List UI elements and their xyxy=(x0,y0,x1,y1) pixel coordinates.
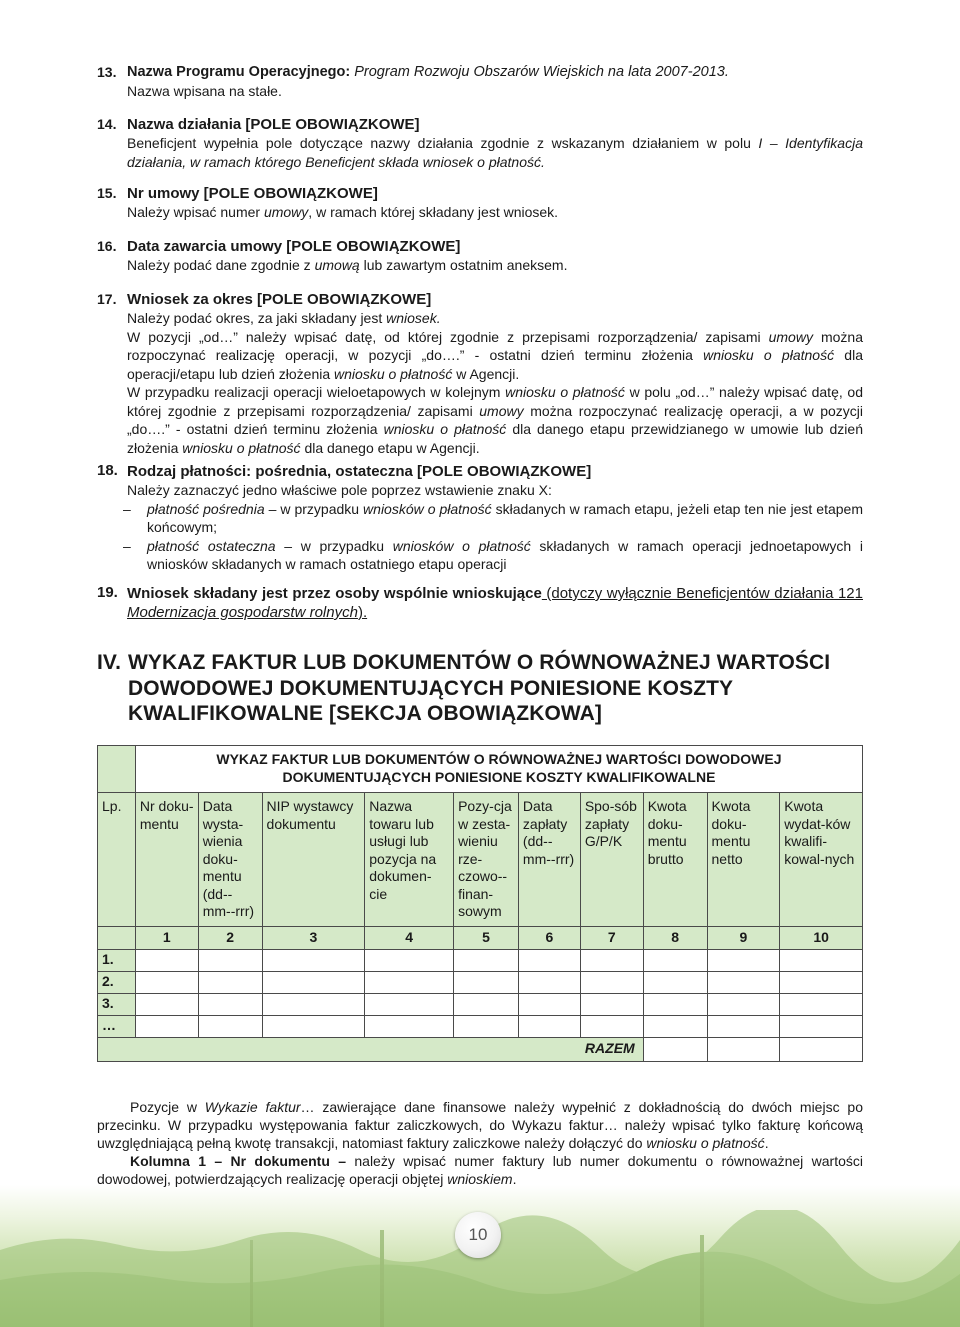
body-text: dla danego etapu w Agencji. xyxy=(300,439,480,456)
table-row xyxy=(98,971,863,993)
item-15 xyxy=(97,184,863,222)
item-number: 18. xyxy=(97,462,118,479)
item-body xyxy=(127,203,863,222)
body-italic: wniosku o płatność xyxy=(182,439,301,456)
dash-bullet: – xyxy=(123,500,131,517)
body-italic: wniosku o płatność xyxy=(505,384,625,400)
table-cell[interactable] xyxy=(643,993,707,1015)
body-text: lub zawartym ostatnim aneksem. xyxy=(359,257,568,273)
table-cell[interactable] xyxy=(198,971,262,993)
section-number: IV. xyxy=(97,651,122,674)
body-text: – w przypadku xyxy=(275,537,393,554)
column-header: Pozy-cja w zesta-wieniu rze-czowo--finan-sowym xyxy=(454,793,519,927)
table-cell[interactable] xyxy=(580,1015,643,1037)
body-text: dla operacji/etapu lub dzień złożenia xyxy=(127,347,863,382)
body-italic: płatność pośrednia xyxy=(147,500,265,517)
column-number: 6 xyxy=(518,926,580,949)
total-cell[interactable] xyxy=(780,1037,863,1061)
table-cell[interactable] xyxy=(198,993,262,1015)
item-number: 13. xyxy=(97,64,117,80)
column-header: Kwota doku-mentu brutto xyxy=(643,793,707,927)
table-row xyxy=(98,1015,863,1037)
column-number: 3 xyxy=(262,926,365,949)
section-title: WYKAZ FAKTUR LUB DOKUMENTÓW O RÓWNOWAŻNEJ WARTOŚCI DOWODOWEJ DOKUMENTUJĄCYCH PONIESIONE KOSZTY KWALIFIKOWALNE [SEKCJA OBOWIĄZKOWA] xyxy=(128,651,831,725)
table-cell[interactable] xyxy=(365,971,454,993)
body-italic: umową xyxy=(314,257,360,273)
item-19 xyxy=(97,584,863,622)
row-number: 2. xyxy=(98,971,136,993)
paragraph xyxy=(97,1098,863,1152)
body-text: składanych w ramach etapu, jeżeli etap ten nie jest etapem końcowym; xyxy=(147,500,863,535)
body-text: , w ramach której składany jest wniosek. xyxy=(308,204,559,220)
list-item xyxy=(123,500,863,537)
table-cell[interactable] xyxy=(518,949,580,971)
body-italic: umowy xyxy=(479,402,524,419)
table-cell[interactable] xyxy=(580,993,643,1015)
body-text: można rozpoczynać realizację operacji, w pozycji „do….” - ostatni dzień terminu złożenia xyxy=(127,328,863,363)
table-cell[interactable] xyxy=(580,971,643,993)
item-13 xyxy=(97,63,863,101)
table-cell[interactable] xyxy=(454,971,519,993)
table-cell[interactable] xyxy=(707,1015,780,1037)
table-cell[interactable] xyxy=(454,1015,519,1037)
table-title-line: DOKUMENTUJĄCYCH PONIESIONE KOSZTY KWALIFIKOWALNE xyxy=(282,768,716,785)
row-number: 3. xyxy=(98,993,136,1015)
table-total-row xyxy=(98,1037,863,1061)
body-italic: wniosku o płatność xyxy=(383,421,507,437)
table-cell[interactable] xyxy=(454,993,519,1015)
item-heading: Rodzaj płatności: pośrednia, ostateczna [POLE OBOWIĄZKOWE] xyxy=(127,463,592,480)
row-number: 1. xyxy=(98,949,136,971)
table-cell[interactable] xyxy=(518,993,580,1015)
heading-bold: Nazwa Programu Operacyjnego: xyxy=(127,64,351,80)
column-header: NIP wystawcy dokumentu xyxy=(262,793,365,927)
table-cell[interactable] xyxy=(454,949,519,971)
table-cell[interactable] xyxy=(707,971,780,993)
body-italic: wniosku o płatność xyxy=(646,1135,765,1151)
table-cell[interactable] xyxy=(780,993,863,1015)
column-number: 10 xyxy=(780,926,863,949)
body-text: … zawierające dane finansowe należy wypełnić z dokładnością do dwóch miejsc po przecinku. W przypadku występowania faktur zaliczkowych, do Wykazu faktur… należy wpisać tylko fakturę końcową uwzględniającą pełną kwotę transakcji, natomiast faktury zaliczkowe należy dołączyć do xyxy=(97,1099,863,1151)
body-text: w Agencji. xyxy=(452,365,520,382)
item-body: Nazwa wpisana na stałe. xyxy=(127,83,282,99)
table-title-line: WYKAZ FAKTUR LUB DOKUMENTÓW O RÓWNOWAŻNEJ WARTOŚCI DOWODOWEJ xyxy=(216,751,782,767)
table-cell[interactable] xyxy=(707,993,780,1015)
table-cell[interactable] xyxy=(135,1015,198,1037)
table-cell[interactable] xyxy=(262,993,365,1015)
row-number: … xyxy=(98,1015,136,1037)
item-body xyxy=(127,309,863,457)
explanatory-text xyxy=(97,1098,863,1188)
table-cell[interactable] xyxy=(643,949,707,971)
body-italic: Wykazie faktur xyxy=(204,1099,301,1115)
invoice-list-table xyxy=(97,745,863,1062)
body-text: składanych w ramach operacji jednoetapowych i wniosków składanych w ramach ostatniego etapu operacji xyxy=(147,537,863,572)
item-body xyxy=(127,256,863,275)
table-cell[interactable] xyxy=(262,1015,365,1037)
body-italic: wniosków o płatność xyxy=(392,537,531,554)
item-14 xyxy=(97,115,863,171)
table-cell[interactable] xyxy=(262,949,365,971)
page-number: 10 xyxy=(455,1212,501,1258)
table-title xyxy=(135,746,862,793)
body-text: Należy podać okres, za jaki składany jest xyxy=(127,310,387,326)
list-item xyxy=(123,537,863,574)
item-number: 14. xyxy=(97,116,117,132)
body-italic: I – Identyfikacja działania, w ramach którego Beneficjent składa wniosek o płatność. xyxy=(127,135,863,170)
column-number: 8 xyxy=(643,926,707,949)
column-number: 5 xyxy=(454,926,519,949)
table-cell[interactable] xyxy=(365,949,454,971)
body-text: – w przypadku xyxy=(264,500,364,517)
body-text: Należy wpisać numer xyxy=(127,204,264,220)
table-cell[interactable] xyxy=(518,971,580,993)
column-header: Nr doku-mentu xyxy=(135,793,198,927)
item-17 xyxy=(97,290,863,457)
total-label: RAZEM xyxy=(98,1037,644,1061)
item-number: 16. xyxy=(97,238,117,254)
column-number: 2 xyxy=(198,926,262,949)
table-cell[interactable] xyxy=(135,949,198,971)
table-header-row xyxy=(98,793,863,927)
body-italic: wniosku o płatność xyxy=(334,365,453,382)
table-cell[interactable] xyxy=(198,1015,262,1037)
column-header: Kwota doku-mentu netto xyxy=(707,793,780,927)
column-header: Data wysta-wienia doku-mentu (dd--mm--rrr) xyxy=(198,793,262,927)
table-cell[interactable] xyxy=(365,993,454,1015)
body-italic: wnioskiem xyxy=(447,1171,513,1187)
dash-bullet: – xyxy=(123,537,131,554)
body-text: Należy podać dane zgodnie z xyxy=(127,257,315,273)
column-header: Spo-sób zapłaty G/P/K xyxy=(580,793,643,927)
body-text: należy wpisać numer faktury lub numer dokumentu o równoważnej wartości dowodowej, potwierdzających realizację operacji objętej xyxy=(97,1153,863,1187)
item-number: 19. xyxy=(97,584,118,601)
table-row xyxy=(98,993,863,1015)
body-text: Beneficjent wypełnia pole dotyczące nazwy działania zgodnie z wskazanym działaniem w polu xyxy=(127,135,759,151)
body-italic: wniosków o płatność xyxy=(363,500,492,517)
column-number: 4 xyxy=(365,926,454,949)
table-cell[interactable] xyxy=(518,1015,580,1037)
column-number: 1 xyxy=(135,926,198,949)
item-heading xyxy=(127,63,863,82)
body-italic: wniosek. xyxy=(386,310,441,326)
table-cell[interactable] xyxy=(780,1015,863,1037)
body-text: w polu „od…” należy wpisać datę, od której zgodnie z przepisami rozporządzenia/ zapisami xyxy=(127,384,863,419)
table-cell[interactable] xyxy=(780,949,863,971)
item-heading: Nr umowy [POLE OBOWIĄZKOWE] xyxy=(127,185,378,202)
table-row xyxy=(98,949,863,971)
body-text: W pozycji „od…” należy wpisać datę, od której zgodnie z przepisami rozporządzenia/ zapisami xyxy=(127,328,769,345)
column-header: Data zapłaty (dd--mm--rrr) xyxy=(518,793,580,927)
item-body xyxy=(127,134,863,171)
item-heading: Nazwa działania [POLE OBOWIĄZKOWE] xyxy=(127,116,420,133)
body-italic: płatność ostateczna xyxy=(147,537,276,554)
body-italic: umowy xyxy=(263,204,309,220)
column-number: 7 xyxy=(580,926,643,949)
column-header: Lp. xyxy=(98,793,136,927)
table-cell[interactable] xyxy=(707,949,780,971)
column-number-row xyxy=(98,926,863,949)
table-cell[interactable] xyxy=(135,993,198,1015)
body-text: można rozpoczynać realizację operacji, a w pozycji „do….” - ostatni dzień terminu złożenia xyxy=(127,402,863,437)
table-cell[interactable] xyxy=(135,971,198,993)
body-text: . xyxy=(512,1171,517,1187)
item-16 xyxy=(97,237,863,275)
item-18 xyxy=(97,462,863,574)
body-bold: Kolumna 1 – Nr dokumentu – xyxy=(130,1153,347,1169)
note-text: ). xyxy=(357,604,368,621)
table-cell[interactable] xyxy=(198,949,262,971)
column-number: 9 xyxy=(707,926,780,949)
table-cell[interactable] xyxy=(643,1015,707,1037)
note-italic: Modernizacja gospodarstw rolnych xyxy=(127,604,358,621)
heading-bold: Wniosek składany jest przez osoby wspólnie wnioskujące xyxy=(127,585,542,602)
body-text: dla danego etapu przewidzianego w umowie lub dzień złożenia xyxy=(127,421,863,456)
table-cell[interactable] xyxy=(780,971,863,993)
table-corner-cell xyxy=(98,746,136,793)
table-cell[interactable] xyxy=(643,971,707,993)
column-number-empty xyxy=(98,926,136,949)
body-text: Pozycje w xyxy=(130,1099,205,1115)
item-heading: Data zawarcia umowy [POLE OBOWIĄZKOWE] xyxy=(127,238,461,255)
column-header: Kwota wydat-ków kwalifi-kowal-nych xyxy=(780,793,863,927)
item-body: Należy zaznaczyć jedno właściwe pole poprzez wstawienie znaku X: xyxy=(127,482,552,498)
item-heading xyxy=(127,584,863,622)
table-cell[interactable] xyxy=(580,949,643,971)
paragraph xyxy=(97,1152,863,1188)
body-italic: wniosku o płatność xyxy=(703,347,835,363)
total-cell[interactable] xyxy=(643,1037,707,1061)
item-heading: Wniosek za okres [POLE OBOWIĄZKOWE] xyxy=(127,291,432,308)
heading-italic: Program Rozwoju Obszarów Wiejskich na lata 2007-2013. xyxy=(350,64,729,80)
column-header: Nazwa towaru lub usługi lub pozycja na dokumen-cie xyxy=(365,793,454,927)
note-text: (dotyczy wyłącznie Beneficjentów działania 121 xyxy=(541,585,863,602)
body-italic: umowy xyxy=(768,328,813,345)
table-cell[interactable] xyxy=(365,1015,454,1037)
item-number: 17. xyxy=(97,291,117,307)
section-iv-heading xyxy=(97,650,867,727)
body-text: W przypadku realizacji operacji wieloetapowych w kolejnym xyxy=(127,384,506,400)
item-number: 15. xyxy=(97,185,117,201)
total-cell[interactable] xyxy=(707,1037,780,1061)
table-cell[interactable] xyxy=(262,971,365,993)
body-text: . xyxy=(764,1135,769,1151)
